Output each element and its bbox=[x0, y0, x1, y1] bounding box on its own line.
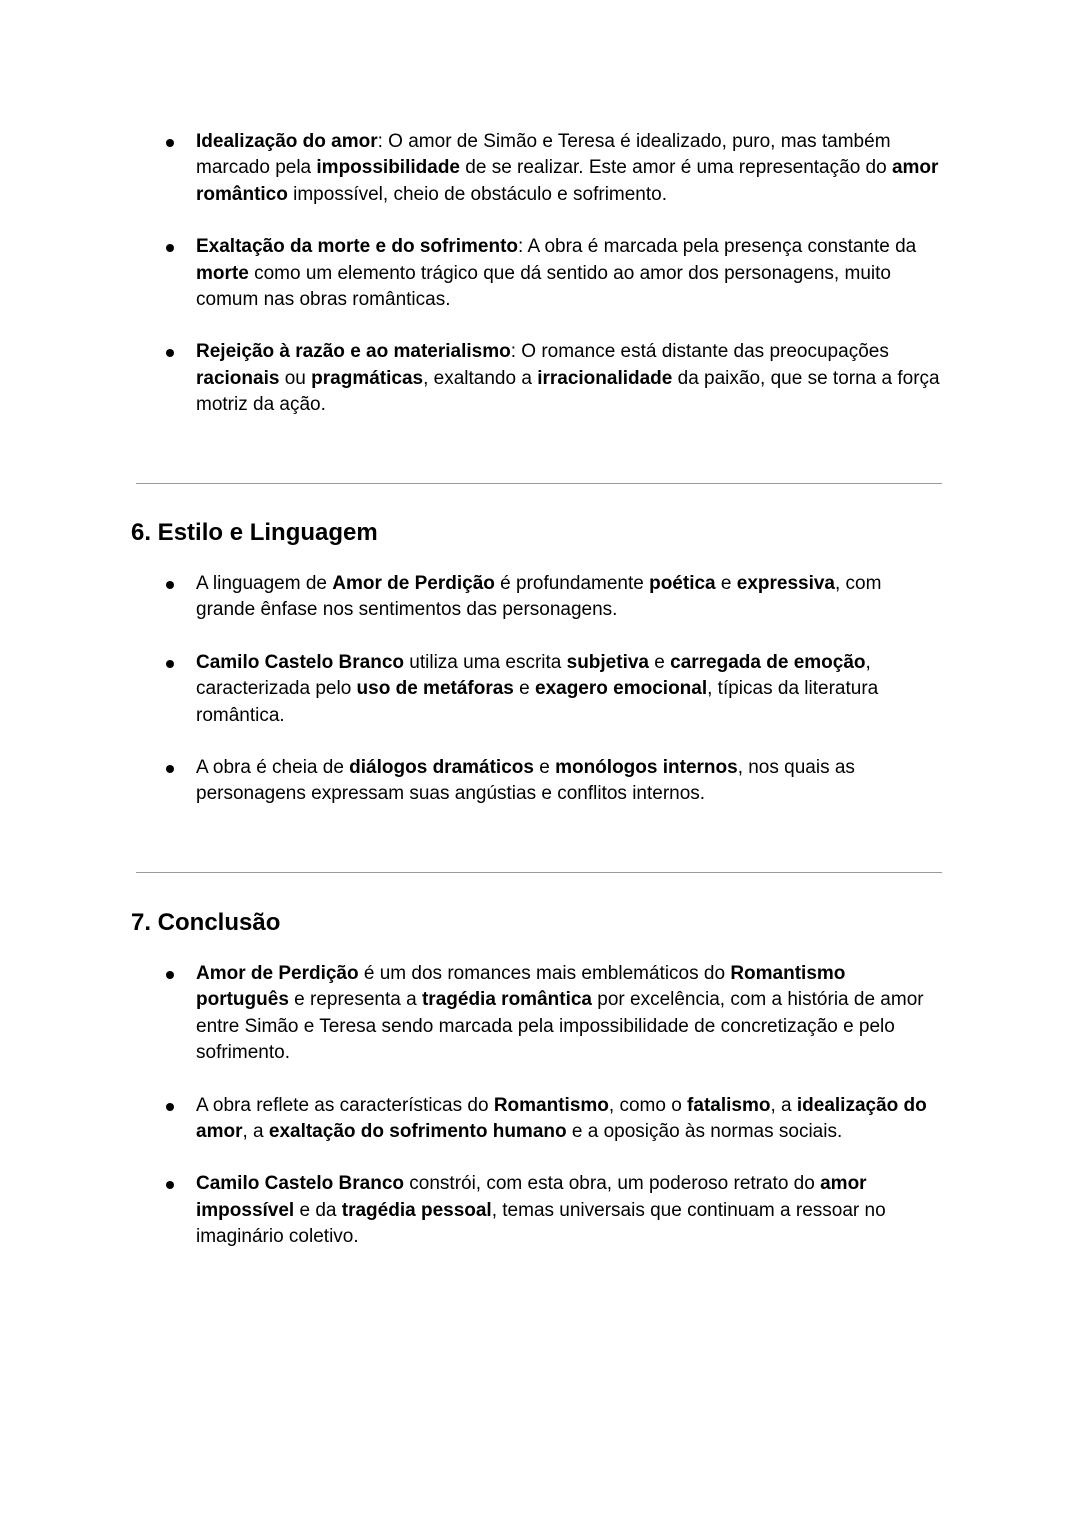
bullet-text bbox=[196, 236, 916, 310]
bullet-dot-icon bbox=[166, 971, 174, 979]
text-run: utiliza uma escrita bbox=[404, 651, 567, 673]
bold-phrase: poética bbox=[649, 573, 716, 594]
bullet-text bbox=[196, 652, 878, 726]
text-run: e representa a bbox=[288, 989, 422, 1011]
bold-phrase: amor romântico bbox=[196, 157, 939, 205]
bold-phrase: morte bbox=[196, 262, 249, 284]
section-divider bbox=[136, 483, 942, 484]
text-run: , com grande ênfase nos sentimentos das personagens. bbox=[196, 573, 882, 621]
text-run: : A obra é marcada pela presença constante da bbox=[518, 236, 917, 258]
text-run: ou bbox=[279, 367, 312, 389]
bold-phrase: fatalismo bbox=[687, 1094, 771, 1116]
section-7-heading: 7. Conclusão bbox=[131, 909, 281, 936]
section-6-heading: 6. Estilo e Linguagem bbox=[131, 519, 378, 546]
text-run: é profundamente bbox=[494, 573, 650, 594]
bullet-text bbox=[196, 1095, 927, 1142]
bold-phrase: tragédia pessoal bbox=[341, 1199, 492, 1221]
bold-phrase: carregada de emoção bbox=[670, 651, 866, 673]
bold-phrase: Romantismo bbox=[493, 1094, 609, 1116]
bold-phrase: Rejeição à razão e ao materialismo bbox=[196, 341, 511, 363]
list-item bbox=[0, 339, 941, 418]
text-run: da paixão, que se torna a força motriz da ação. bbox=[196, 367, 940, 416]
bullet-dot-icon bbox=[166, 1103, 174, 1111]
text-run: é um dos romances mais emblemáticos do bbox=[358, 963, 731, 984]
text-run: , como o bbox=[608, 1094, 688, 1116]
text-run: constrói, com esta obra, um poderoso retrato do bbox=[404, 1173, 821, 1195]
bullet-dot-icon bbox=[166, 581, 174, 589]
bold-phrase: Camilo Castelo Branco bbox=[196, 1173, 404, 1195]
list-item bbox=[0, 1171, 941, 1250]
section-6-bullet-list bbox=[0, 571, 1080, 834]
bold-phrase: Amor de Perdição bbox=[196, 963, 359, 984]
list-item bbox=[0, 755, 941, 808]
bullet-text bbox=[196, 963, 924, 1063]
text-run: , a bbox=[770, 1094, 797, 1116]
section-divider bbox=[136, 872, 942, 873]
bullet-dot-icon bbox=[166, 660, 174, 668]
bold-phrase: idealização do amor bbox=[196, 1094, 927, 1143]
text-run: e bbox=[649, 651, 671, 673]
list-item bbox=[0, 234, 941, 313]
text-run: e da bbox=[294, 1199, 342, 1221]
text-run: por excelência, com a história de amor entre Simão e Teresa sendo marcada pela impossibilidade de concretização e pelo sofrimento. bbox=[196, 989, 924, 1064]
bold-phrase: diálogos dramáticos bbox=[349, 757, 534, 779]
list-item bbox=[0, 571, 941, 624]
text-run: , nos quais as personagens expressam suas angústias e conflitos internos. bbox=[196, 757, 855, 805]
bold-phrase: expressiva bbox=[736, 573, 835, 594]
text-run: e bbox=[533, 757, 556, 779]
text-run: A obra é cheia de bbox=[196, 757, 350, 779]
text-run: A linguagem de bbox=[196, 573, 333, 594]
text-run: impossível, cheio de obstáculo e sofrimento. bbox=[287, 183, 667, 205]
bullet-text bbox=[196, 573, 881, 620]
text-run: , temas universais que continuam a ressoar no imaginário coletivo. bbox=[196, 1199, 886, 1248]
bold-phrase: amor impossível bbox=[196, 1173, 867, 1221]
bullet-text bbox=[196, 757, 855, 804]
bold-phrase: subjetiva bbox=[566, 651, 649, 673]
bullet-dot-icon bbox=[166, 244, 174, 252]
bullet-text bbox=[196, 341, 940, 415]
list-item bbox=[0, 129, 941, 208]
bold-phrase: Romantismo português bbox=[196, 963, 846, 1011]
section-7-bullet-list bbox=[0, 961, 1080, 1277]
text-run: e bbox=[513, 678, 535, 700]
text-run: , exaltando a bbox=[423, 367, 538, 389]
bullet-text bbox=[196, 1173, 886, 1247]
bold-phrase: monólogos internos bbox=[555, 757, 738, 779]
bold-phrase: Amor de Perdição bbox=[332, 573, 495, 594]
bold-phrase: uso de metáforas bbox=[356, 678, 514, 700]
bold-phrase: exagero emocional bbox=[535, 678, 708, 700]
text-run: , a bbox=[242, 1121, 269, 1143]
bold-phrase: irracionalidade bbox=[537, 367, 673, 389]
bold-phrase: Idealização do amor bbox=[196, 131, 378, 152]
bold-phrase: exaltação do sofrimento humano bbox=[268, 1121, 567, 1143]
bullet-dot-icon bbox=[166, 139, 174, 147]
text-run: como um elemento trágico que dá sentido ao amor dos personagens, muito comum nas obras românticas. bbox=[196, 262, 891, 311]
bold-phrase: pragmáticas bbox=[311, 367, 424, 389]
bullet-dot-icon bbox=[166, 349, 174, 357]
bold-phrase: tragédia romântica bbox=[421, 989, 592, 1011]
text-run: , caracterizada pelo bbox=[196, 651, 871, 700]
text-run: , típicas da literatura romântica. bbox=[196, 678, 879, 726]
text-run: e a oposição às normas sociais. bbox=[566, 1121, 843, 1143]
text-run: A obra reflete as características do bbox=[196, 1094, 494, 1116]
bold-phrase: Exaltação da morte e do sofrimento bbox=[196, 236, 519, 258]
text-run: de se realizar. Este amor é uma representação do bbox=[460, 157, 892, 179]
bullet-text bbox=[196, 131, 938, 205]
bold-phrase: racionais bbox=[196, 367, 280, 389]
bold-phrase: Camilo Castelo Branco bbox=[196, 651, 404, 673]
text-run: : O amor de Simão e Teresa é idealizado, puro, mas também marcado pela bbox=[196, 131, 891, 179]
list-item bbox=[0, 961, 941, 1067]
bold-phrase: impossibilidade bbox=[316, 157, 460, 179]
bullet-dot-icon bbox=[166, 765, 174, 773]
list-item bbox=[0, 650, 941, 729]
text-run: e bbox=[715, 573, 737, 594]
text-run: : O romance está distante das preocupações bbox=[510, 341, 889, 363]
list-item bbox=[0, 1093, 941, 1146]
bullet-dot-icon bbox=[166, 1181, 174, 1189]
section-5-bullet-list bbox=[0, 129, 1080, 445]
